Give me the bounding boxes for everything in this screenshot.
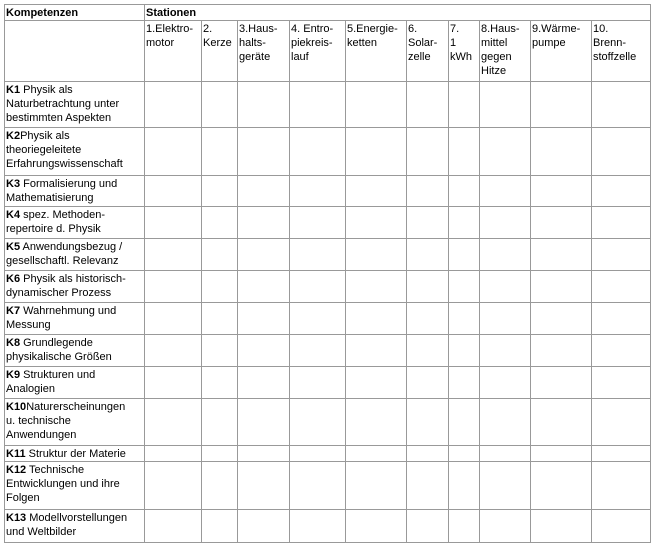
matrix-cell: [145, 446, 202, 462]
matrix-cell: [202, 335, 238, 367]
matrix-cell: [290, 510, 346, 542]
competency-row: [5, 271, 650, 303]
matrix-cell: [202, 271, 238, 303]
competency-code: K13: [6, 512, 27, 524]
competency-text: Anwendungsbezug / gesellschaftl. Relevanz: [6, 241, 123, 267]
matrix-cell: [449, 128, 480, 176]
matrix-cell: [238, 462, 290, 510]
competency-cell: [5, 399, 145, 446]
matrix-cell: [449, 399, 480, 446]
competency-text: Struktur der Materie: [25, 448, 126, 460]
matrix-cell: [449, 303, 480, 335]
matrix-cell: [449, 176, 480, 207]
matrix-cell: [290, 176, 346, 207]
matrix-cell: [592, 176, 650, 207]
matrix-cell: [202, 128, 238, 176]
matrix-cell: [346, 335, 407, 367]
matrix-cell: [449, 462, 480, 510]
matrix-cell: [346, 82, 407, 128]
matrix-cell: [480, 510, 531, 542]
matrix-cell: [346, 399, 407, 446]
matrix-cell: [290, 335, 346, 367]
matrix-cell: [238, 446, 290, 462]
competency-cell: [5, 176, 145, 207]
competency-text: Physik als historisch- dynamischer Prozess: [6, 273, 126, 299]
matrix-cell: [346, 176, 407, 207]
competency-cell: [5, 367, 145, 399]
matrix-cell: [238, 367, 290, 399]
competency-cell: [5, 271, 145, 303]
station-label-5: [346, 21, 407, 82]
station-label-10: [592, 21, 650, 82]
matrix-cell: [202, 462, 238, 510]
matrix-cell: [202, 303, 238, 335]
matrix-cell: [592, 239, 650, 271]
station-label-3: [238, 21, 290, 82]
matrix-cell: [531, 399, 592, 446]
matrix-cell: [145, 303, 202, 335]
station-label-text: 3.Haus- halts- geräte: [239, 23, 278, 63]
station-label-9: [531, 21, 592, 82]
matrix-cell: [449, 82, 480, 128]
matrix-cell: [480, 462, 531, 510]
matrix-cell: [531, 82, 592, 128]
matrix-cell: [531, 271, 592, 303]
competency-text: Strukturen und Analogien: [6, 369, 96, 395]
matrix-cell: [145, 335, 202, 367]
station-label-4: [290, 21, 346, 82]
matrix-cell: [407, 82, 449, 128]
matrix-cell: [202, 207, 238, 239]
competency-text: Naturerscheinungen u. technische Anwendungen: [6, 401, 126, 441]
matrix-cell: [202, 239, 238, 271]
matrix-cell: [238, 399, 290, 446]
matrix-cell: [202, 510, 238, 542]
matrix-cell: [480, 335, 531, 367]
competency-matrix: [4, 4, 651, 543]
station-label-text: 6. Solar- zelle: [408, 23, 438, 63]
competency-code: K10: [6, 401, 27, 413]
competency-cell: [5, 462, 145, 510]
matrix-cell: [346, 271, 407, 303]
competency-row: [5, 303, 650, 335]
matrix-cell: [407, 446, 449, 462]
matrix-cell: [531, 367, 592, 399]
matrix-cell: [407, 128, 449, 176]
matrix-cell: [531, 207, 592, 239]
matrix-cell: [346, 446, 407, 462]
matrix-cell: [238, 271, 290, 303]
matrix-cell: [290, 239, 346, 271]
matrix-cell: [290, 271, 346, 303]
matrix-cell: [592, 446, 650, 462]
matrix-cell: [407, 367, 449, 399]
matrix-cell: [480, 128, 531, 176]
matrix-cell: [145, 239, 202, 271]
matrix-cell: [145, 176, 202, 207]
matrix-cell: [407, 335, 449, 367]
matrix-cell: [238, 335, 290, 367]
competency-cell: [5, 207, 145, 239]
matrix-cell: [346, 207, 407, 239]
matrix-cell: [202, 399, 238, 446]
matrix-cell: [592, 82, 650, 128]
matrix-cell: [145, 462, 202, 510]
matrix-cell: [407, 207, 449, 239]
matrix-cell: [238, 207, 290, 239]
matrix-cell: [202, 367, 238, 399]
matrix-cell: [202, 176, 238, 207]
competency-text: Formalisierung und Mathematisierung: [6, 178, 118, 204]
matrix-cell: [592, 335, 650, 367]
station-label-text: 4. Entro- piekreis- lauf: [291, 23, 334, 63]
competency-code: K11: [6, 448, 26, 460]
matrix-cell: [592, 510, 650, 542]
station-label-8: [480, 21, 531, 82]
matrix-cell: [592, 303, 650, 335]
matrix-cell: [290, 303, 346, 335]
matrix-cell: [202, 446, 238, 462]
station-label-7: [449, 21, 480, 82]
matrix-cell: [480, 446, 531, 462]
competency-cell: [5, 82, 145, 128]
matrix-cell: [592, 462, 650, 510]
competency-code: K3: [6, 178, 21, 190]
competency-cell: [5, 128, 145, 176]
competencies-header: Kompetenzen: [5, 5, 145, 21]
competency-code: K5: [6, 241, 21, 253]
matrix-cell: [145, 271, 202, 303]
matrix-cell: [145, 82, 202, 128]
matrix-cell: [480, 207, 531, 239]
matrix-cell: [449, 510, 480, 542]
competency-text: Modellvorstellungen und Weltbilder: [6, 512, 128, 538]
matrix-cell: [449, 367, 480, 399]
competency-code: K1: [6, 84, 21, 96]
matrix-cell: [480, 271, 531, 303]
matrix-cell: [290, 399, 346, 446]
competency-row: [5, 239, 650, 271]
matrix-cell: [202, 82, 238, 128]
matrix-cell: [407, 510, 449, 542]
station-label-6: [407, 21, 449, 82]
matrix-cell: [238, 510, 290, 542]
matrix-cell: [346, 462, 407, 510]
competency-row: [5, 82, 650, 128]
competency-code: K8: [6, 337, 21, 349]
competency-row: [5, 462, 650, 510]
competency-code: K6: [6, 273, 21, 285]
matrix-cell: [480, 82, 531, 128]
competency-text: Physik als Naturbetrachtung unter bestimmten Aspekten: [6, 84, 120, 124]
competency-row: [5, 335, 650, 367]
matrix-cell: [290, 82, 346, 128]
matrix-cell: [592, 207, 650, 239]
matrix-cell: [592, 367, 650, 399]
competency-row: [5, 128, 650, 176]
competency-row: [5, 176, 650, 207]
station-label-text: 8.Haus- mittel gegen Hitze: [481, 23, 520, 77]
competency-code: K7: [6, 305, 21, 317]
competency-row: [5, 446, 650, 462]
matrix-cell: [407, 462, 449, 510]
matrix-cell: [290, 367, 346, 399]
station-label-row: [5, 21, 650, 82]
matrix-cell: [449, 239, 480, 271]
matrix-cell: [238, 303, 290, 335]
matrix-cell: [407, 303, 449, 335]
matrix-cell: [407, 176, 449, 207]
matrix-cell: [449, 271, 480, 303]
matrix-cell: [531, 176, 592, 207]
matrix-cell: [449, 446, 480, 462]
competency-text: Wahrnehmung und Messung: [6, 305, 117, 331]
header-row: [5, 5, 650, 21]
matrix-cell: [145, 367, 202, 399]
competency-cell: [5, 239, 145, 271]
matrix-cell: [531, 510, 592, 542]
competency-cell: [5, 510, 145, 542]
competency-row: [5, 399, 650, 446]
competency-code: K9: [6, 369, 21, 381]
matrix-cell: [290, 128, 346, 176]
empty-corner-cell: [5, 21, 145, 82]
station-label-text: 1.Elektro- motor: [146, 23, 194, 49]
matrix-cell: [592, 399, 650, 446]
competency-text: spez. Methoden- repertoire d. Physik: [6, 209, 106, 235]
matrix-cell: [449, 207, 480, 239]
competency-text: Physik als theoriegeleitete Erfahrungswissenschaft: [6, 130, 123, 170]
matrix-cell: [346, 303, 407, 335]
matrix-cell: [238, 128, 290, 176]
competency-cell: [5, 446, 145, 462]
matrix-cell: [480, 239, 531, 271]
matrix-cell: [290, 446, 346, 462]
station-label-text: 10. Brenn- stoffzelle: [593, 23, 637, 63]
stations-header: Stationen: [145, 5, 650, 21]
matrix-cell: [346, 128, 407, 176]
matrix-cell: [480, 303, 531, 335]
competency-code: K2: [6, 130, 21, 142]
competency-row: [5, 510, 650, 542]
matrix-cell: [346, 510, 407, 542]
station-label-2: [202, 21, 238, 82]
competency-cell: [5, 335, 145, 367]
matrix-cell: [290, 207, 346, 239]
station-label-text: 2. Kerze: [203, 23, 232, 49]
matrix-cell: [145, 399, 202, 446]
station-label-text: 5.Energie- ketten: [347, 23, 398, 49]
matrix-cell: [407, 271, 449, 303]
matrix-cell: [592, 271, 650, 303]
competency-text: Grundlegende physikalische Größen: [6, 337, 112, 363]
matrix-cell: [480, 176, 531, 207]
competency-row: [5, 207, 650, 239]
matrix-cell: [346, 367, 407, 399]
matrix-cell: [238, 239, 290, 271]
matrix-cell: [480, 367, 531, 399]
matrix-cell: [145, 128, 202, 176]
competency-code: K12: [6, 464, 27, 476]
competency-cell: [5, 303, 145, 335]
matrix-cell: [592, 128, 650, 176]
matrix-cell: [531, 446, 592, 462]
competency-station-table: [4, 4, 651, 543]
matrix-cell: [449, 335, 480, 367]
matrix-cell: [238, 82, 290, 128]
matrix-cell: [407, 239, 449, 271]
matrix-cell: [145, 510, 202, 542]
station-label-text: 7. 1 kWh: [450, 23, 472, 63]
station-label-1: [145, 21, 202, 82]
competency-row: [5, 367, 650, 399]
matrix-cell: [531, 462, 592, 510]
competency-code: K4: [6, 209, 21, 221]
matrix-cell: [407, 399, 449, 446]
matrix-cell: [145, 207, 202, 239]
station-label-text: 9.Wärme- pumpe: [532, 23, 581, 49]
matrix-cell: [480, 399, 531, 446]
matrix-cell: [238, 176, 290, 207]
matrix-cell: [531, 335, 592, 367]
matrix-cell: [531, 239, 592, 271]
matrix-cell: [346, 239, 407, 271]
matrix-cell: [531, 128, 592, 176]
competency-text: Technische Entwicklungen und ihre Folgen: [6, 464, 120, 504]
matrix-cell: [290, 462, 346, 510]
matrix-cell: [531, 303, 592, 335]
